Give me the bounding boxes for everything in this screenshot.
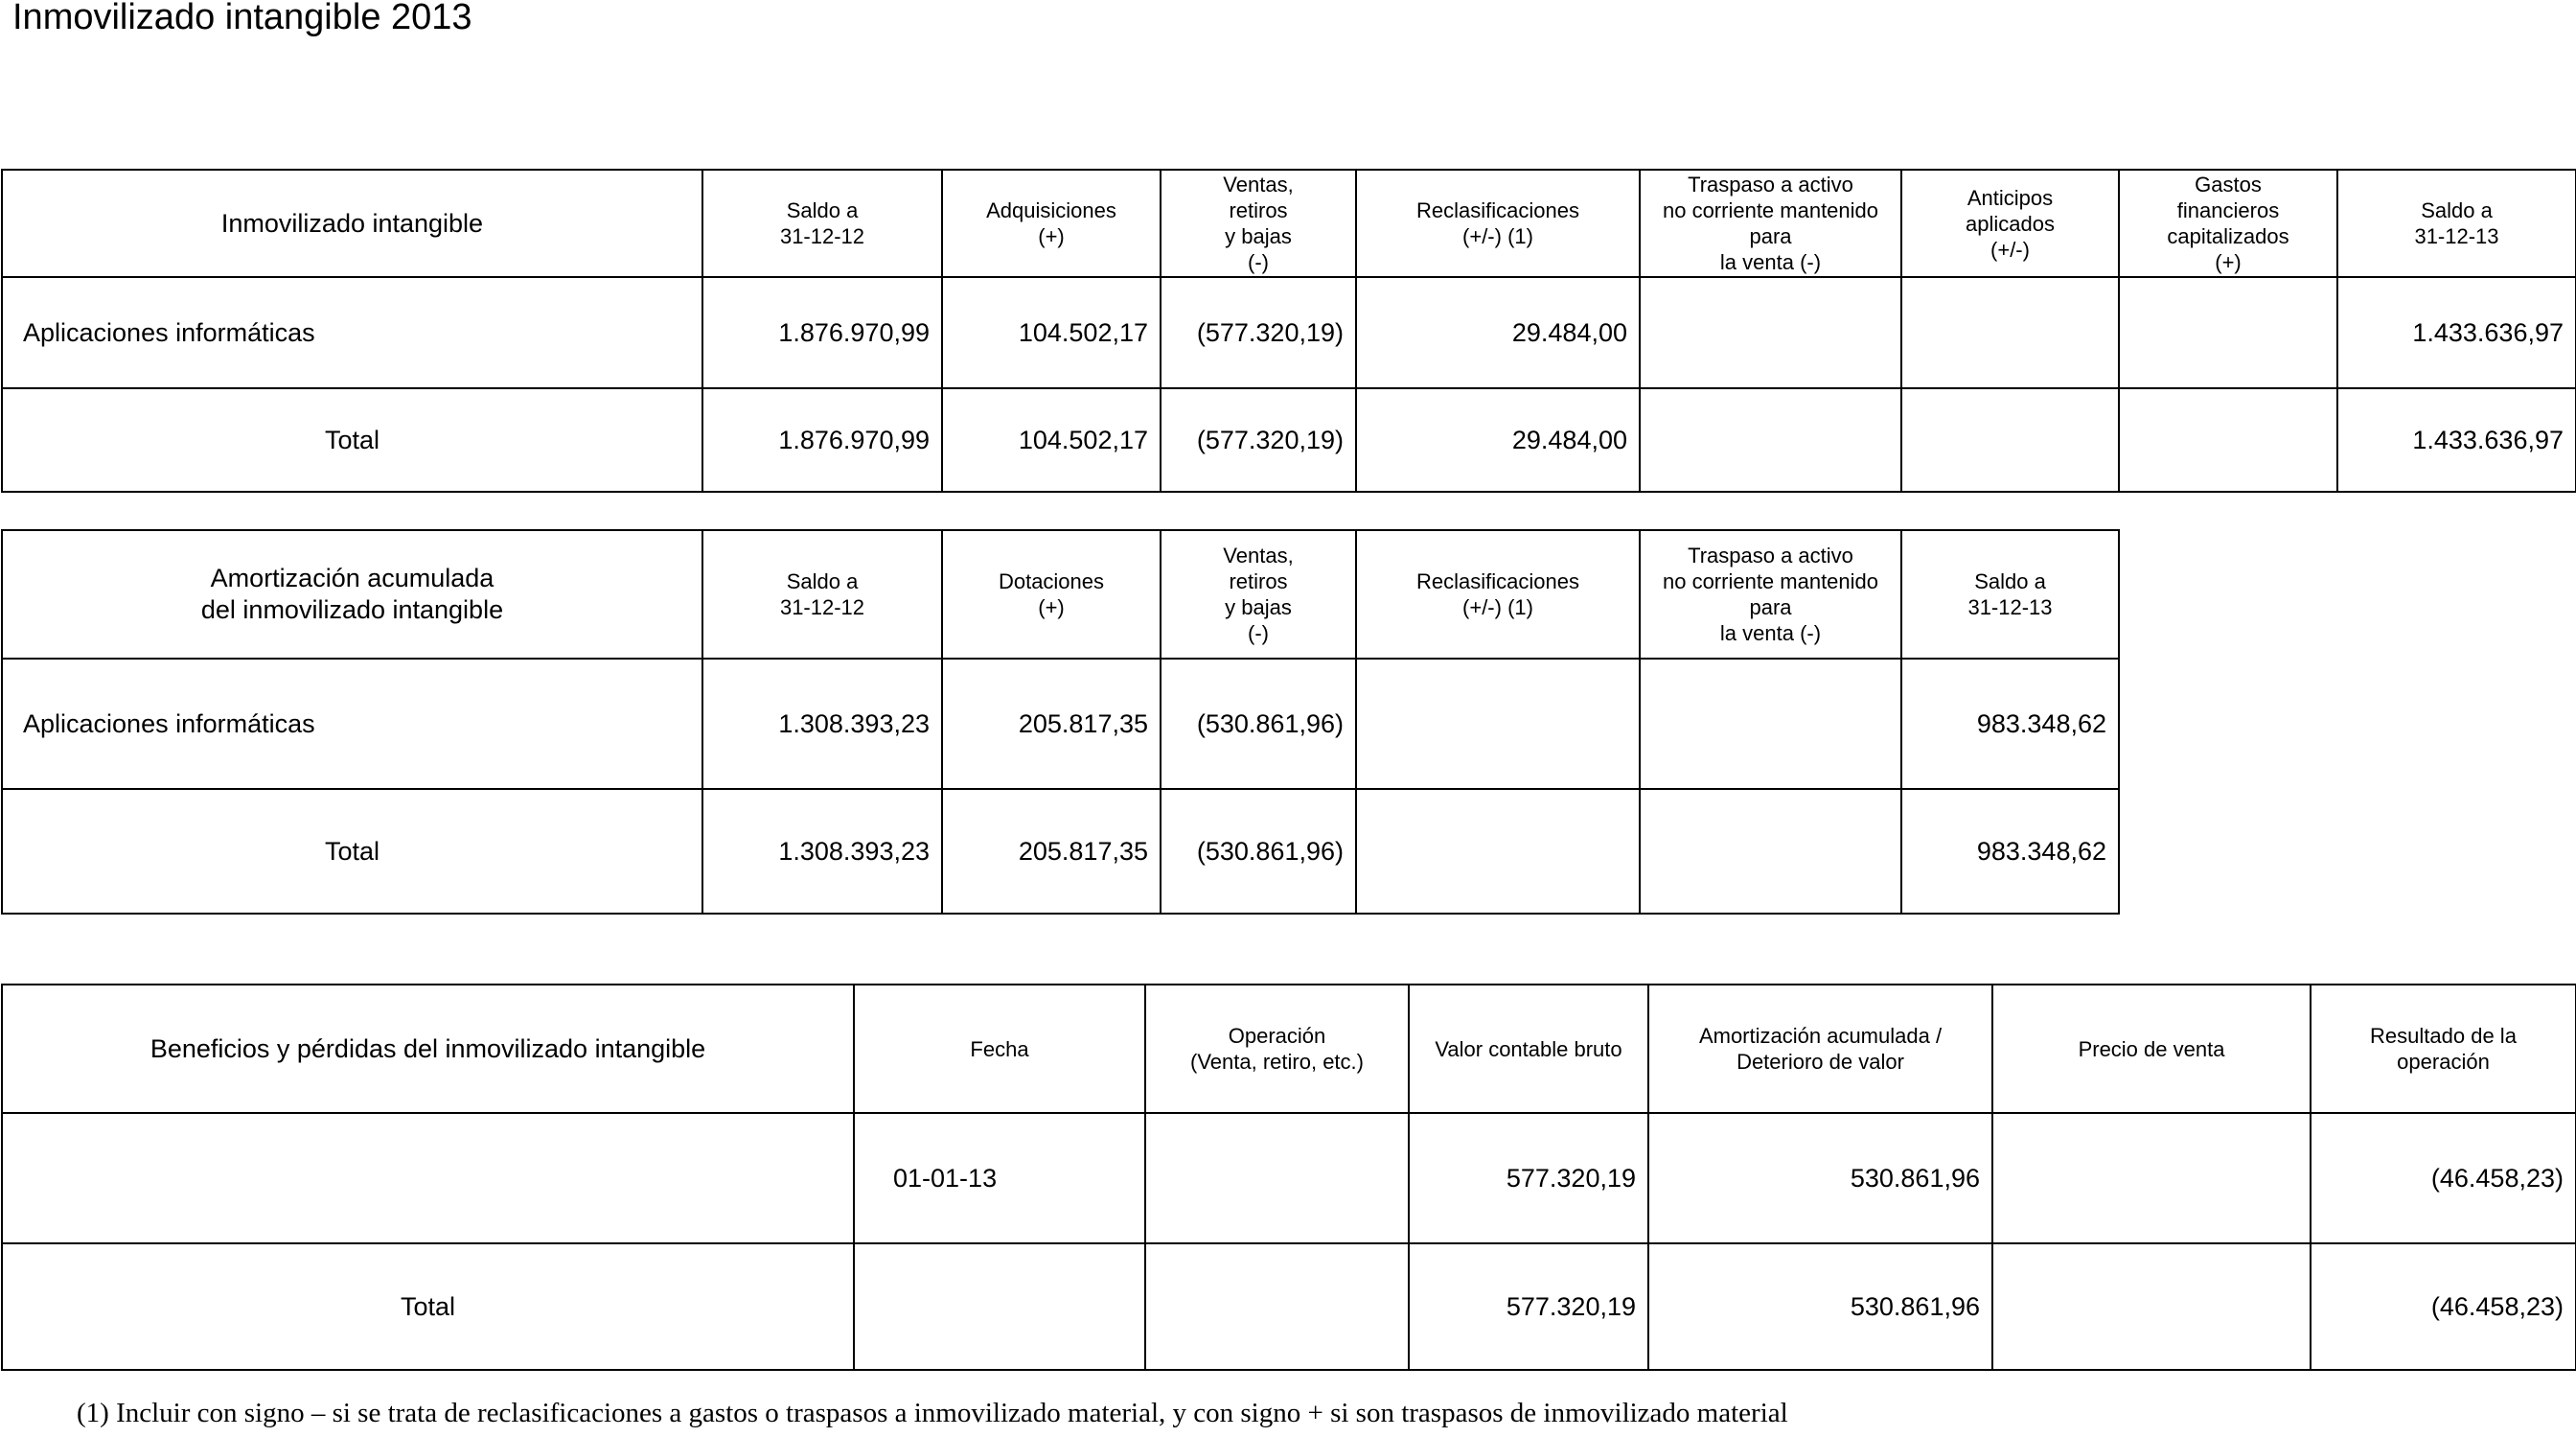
accumulated-amortization-table [1,529,2120,915]
header-gastos-financieros: Gastos financieros capitalizados (+) [2119,170,2337,277]
row-label-total: Total [2,388,702,492]
cell-value: 530.861,96 [1648,1113,1992,1243]
cell-value: 1.433.636,97 [2337,388,2576,492]
table-row [2,1113,2576,1243]
table-row [2,277,2576,388]
cell-value: 205.817,35 [942,659,1161,789]
row-label: Aplicaciones informáticas [2,277,702,388]
header-ventas-retiros-bajas: Ventas, retiros y bajas (-) [1161,530,1356,659]
cell-fecha: 01-01-13 [854,1113,1145,1243]
intangible-assets-table [1,169,2576,493]
cell-value [1992,1243,2311,1370]
gains-losses-table [1,984,2576,1371]
cell-value [1145,1113,1409,1243]
header-traspaso-activo: Traspaso a activo no corriente mantenido para la venta (-) [1640,170,1901,277]
header-fecha: Fecha [854,985,1145,1113]
cell-value: (530.861,96) [1161,659,1356,789]
header-saldo-final: Saldo a 31-12-13 [1901,530,2119,659]
cell-value [1640,789,1901,914]
cell-value: (577.320,19) [1161,277,1356,388]
header-saldo-inicial: Saldo a 31-12-12 [702,170,942,277]
cell-value [1640,277,1901,388]
cell-value [1356,659,1640,789]
header-precio-venta: Precio de venta [1992,985,2311,1113]
cell-value: 1.308.393,23 [702,789,942,914]
row-label: Aplicaciones informáticas [2,659,702,789]
cell-value [2119,388,2337,492]
cell-value: (46.458,23) [2311,1113,2576,1243]
cell-value: 983.348,62 [1901,659,2119,789]
cell-value [1901,388,2119,492]
cell-value [2119,277,2337,388]
header-valor-contable-bruto: Valor contable bruto [1409,985,1648,1113]
cell-value [1145,1243,1409,1370]
row-label [2,1113,854,1243]
header-amortizacion-deterioro: Amortización acumulada / Deterioro de valor [1648,985,1992,1113]
header-operacion: Operación (Venta, retiro, etc.) [1145,985,1409,1113]
header-saldo-inicial: Saldo a 31-12-12 [702,530,942,659]
cell-value: 577.320,19 [1409,1243,1648,1370]
header-amortizacion-acumulada: Amortización acumulada del inmovilizado intangible [2,530,702,659]
header-anticipos: Anticipos aplicados (+/-) [1901,170,2119,277]
cell-value: 1.308.393,23 [702,659,942,789]
table-row-total [2,388,2576,492]
header-reclasificaciones: Reclasificaciones (+/-) (1) [1356,170,1640,277]
cell-value [1640,659,1901,789]
header-saldo-final: Saldo a 31-12-13 [2337,170,2576,277]
cell-value: (530.861,96) [1161,789,1356,914]
cell-value [1356,789,1640,914]
cell-value: 1.876.970,99 [702,277,942,388]
cell-value: 1.433.636,97 [2337,277,2576,388]
header-resultado-operacion: Resultado de la operación [2311,985,2576,1113]
header-beneficios-perdidas: Beneficios y pérdidas del inmovilizado intangible [2,985,854,1113]
table-row-total [2,789,2119,914]
table-row-total [2,1243,2576,1370]
cell-value: 577.320,19 [1409,1113,1648,1243]
cell-value: 104.502,17 [942,277,1161,388]
header-adquisiciones: Adquisiciones (+) [942,170,1161,277]
cell-value: 530.861,96 [1648,1243,1992,1370]
cell-value: 104.502,17 [942,388,1161,492]
page-title: Inmovilizado intangible 2013 [12,0,472,37]
cell-value: 1.876.970,99 [702,388,942,492]
cell-value [1640,388,1901,492]
cell-value: 29.484,00 [1356,277,1640,388]
cell-value: 29.484,00 [1356,388,1640,492]
table-row [2,659,2119,789]
cell-value: 205.817,35 [942,789,1161,914]
cell-value: (46.458,23) [2311,1243,2576,1370]
header-traspaso-activo: Traspaso a activo no corriente mantenido para la venta (-) [1640,530,1901,659]
header-dotaciones: Dotaciones (+) [942,530,1161,659]
row-label-total: Total [2,1243,854,1370]
cell-value [1901,277,2119,388]
cell-value: (577.320,19) [1161,388,1356,492]
header-reclasificaciones: Reclasificaciones (+/-) (1) [1356,530,1640,659]
cell-value [1992,1113,2311,1243]
cell-value: 983.348,62 [1901,789,2119,914]
header-ventas-retiros-bajas: Ventas, retiros y bajas (-) [1161,170,1356,277]
cell-fecha [854,1243,1145,1370]
footnote: (1) Incluir con signo – si se trata de reclasificaciones a gastos o traspasos a inmovilizado material, y con signo + si son traspasos de inmovilizado material [77,1398,1788,1428]
header-inmovilizado-intangible: Inmovilizado intangible [2,170,702,277]
row-label-total: Total [2,789,702,914]
